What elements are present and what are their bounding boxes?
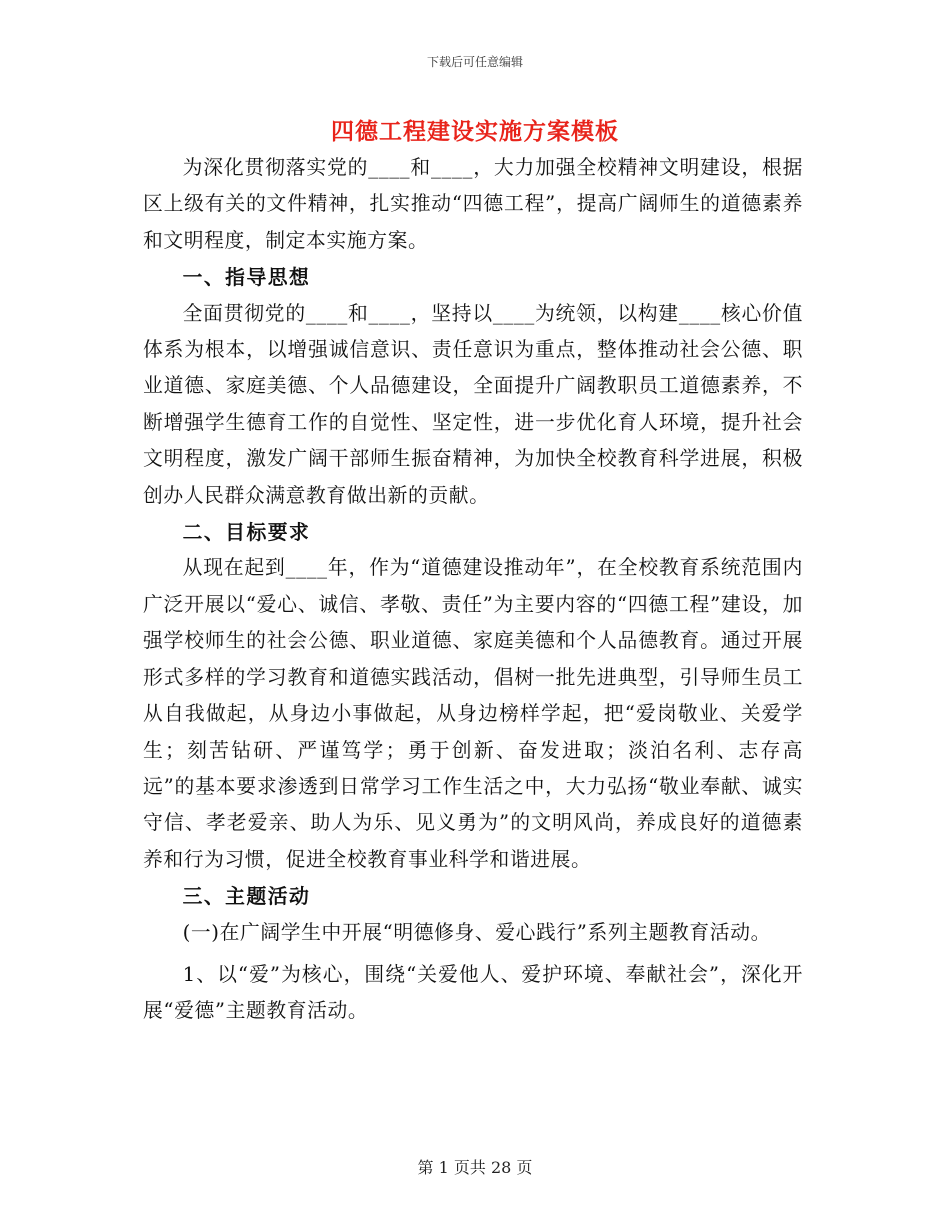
activity-item-1: 1、以“爱”为核心，围绕“关爱他人、爱护环境、奉献社会”，深化开展“爱德”主题教育活动。 — [143, 962, 803, 1023]
header-note: 下载后可任意编辑 — [426, 55, 523, 69]
intro-paragraph: 为深化贯彻落实党的____和____，大力加强全校精神文明建设，根据区上级有关的文件精神，扎实推动“四德工程”，提高广阔师生的道德素养和文明程度，制定本实施方案。 — [143, 156, 803, 252]
section-heading-goals: 二、目标要求 — [182, 520, 311, 545]
section-heading-activities: 三、主题活动 — [182, 884, 311, 909]
document-body — [143, 150, 803, 1030]
section-heading-guiding-ideology: 一、指导思想 — [182, 265, 311, 290]
activity-subsection-1: (一)在广阔学生中开展“明德修身、爱心践行”系列主题教育活动。 — [182, 920, 771, 944]
guiding-ideology-paragraph: 全面贯彻党的____和____，坚持以____为统领，以构建____核心价值体系为根本，以增强诚信意识、责任意识为重点，整体推动社会公德、职业道德、家庭美德、个人品德建设，全面提升广阔教职员工道德素养，不断增强学生德育工作的自觉性、坚定性，进一步优化育人环境，提升社会文明程度，激发广阔干部师生振奋精神，为加快全校教育科学进展，积极创办人民群众满意教育做出新的贡献。 — [143, 301, 803, 507]
document-title: 四德工程建设实施方案模板 — [331, 118, 619, 145]
page-footer: 第 1 页共 28 页 — [417, 1158, 533, 1177]
goals-paragraph: 从现在起到____年，作为“道德建设推动年”，在全校教育系统范围内广泛开展以“爱心、诚信、孝敬、责任”为主要内容的“四德工程”建设，加强学校师生的社会公德、职业道德、家庭美德和个人品德教育。通过开展形式多样的学习教育和道德实践活动，倡树一批先进典型，引导师生员工从自我做起，从身边小事做起，从身边榜样学起，把“爱岗敬业、关爱学生；刻苦钻研、严谨笃学；勇于创新、奋发进取；淡泊名利、志存高远”的基本要求渗透到日常学习工作生活之中，大力弘扬“敬业奉献、诚实守信、孝老爱亲、助人为乐、见义勇为”的文明风尚，养成良好的道德素养和行为习惯，促进全校教育事业科学和谐进展。 — [143, 556, 803, 871]
